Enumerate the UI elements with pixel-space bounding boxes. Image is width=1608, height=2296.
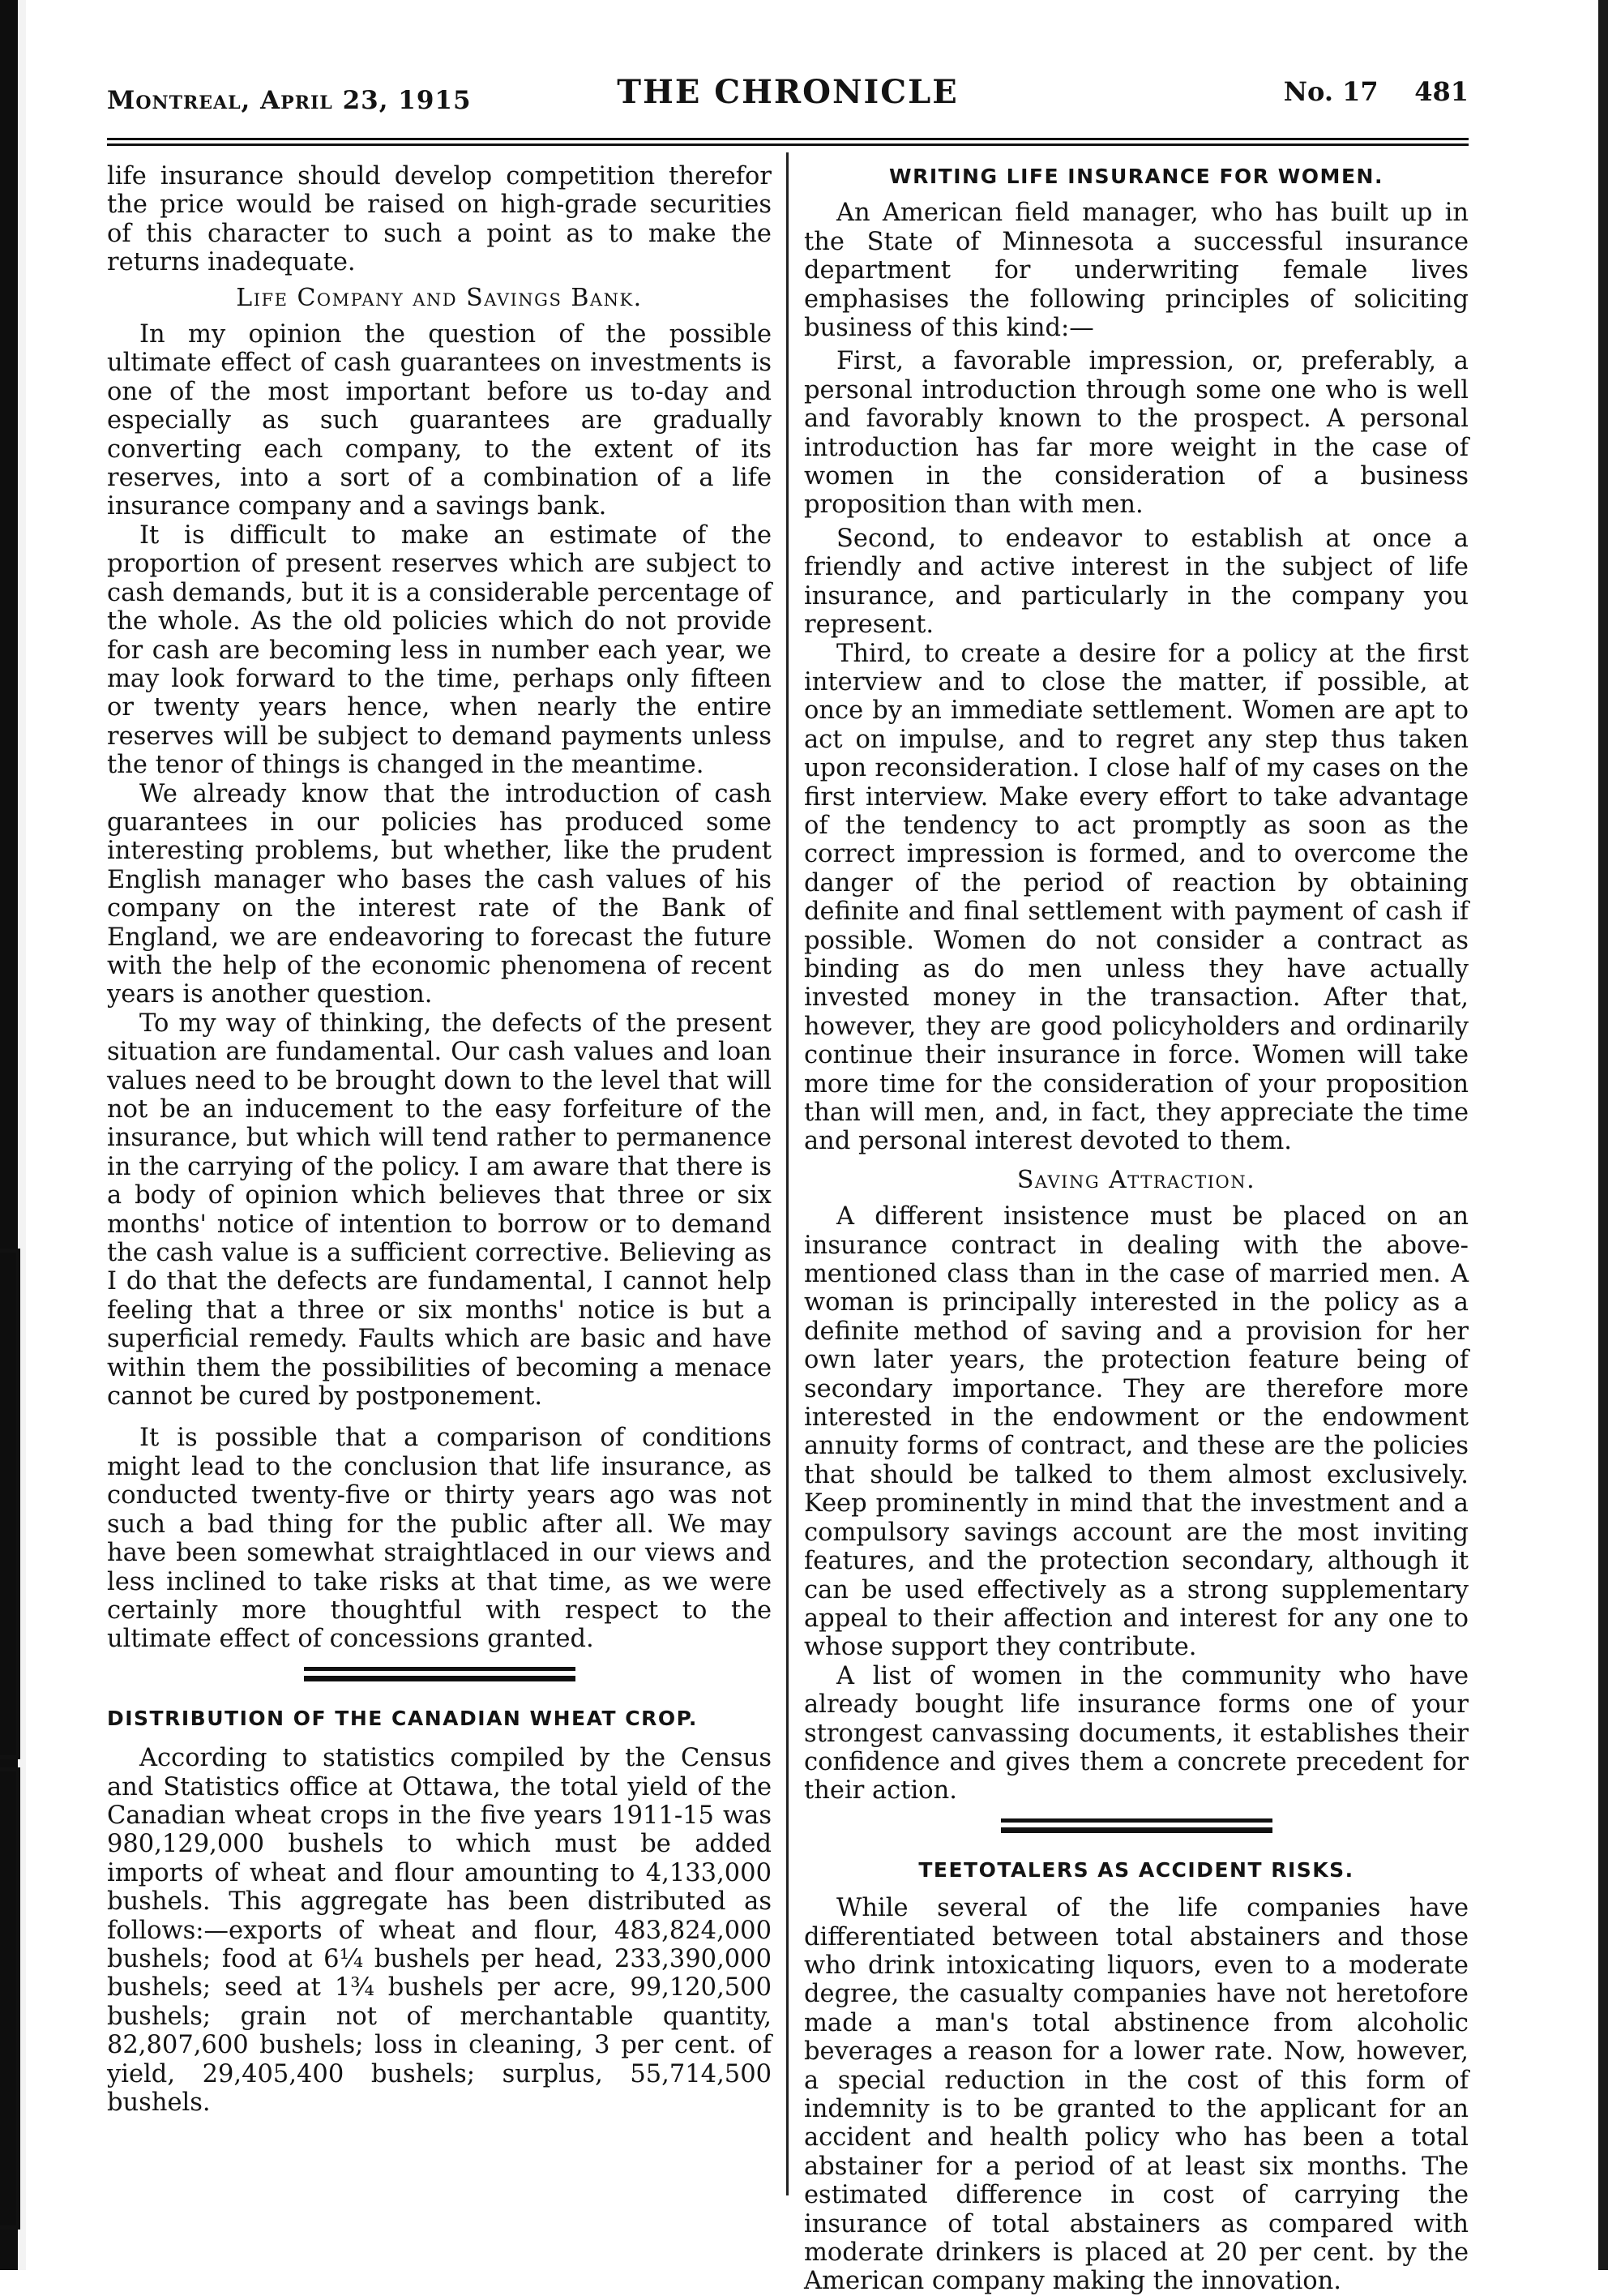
- article-paragraph: First, a favorable impression, or, preferably, a personal introduction through some one who is well and favorably known to the prospect. A personal introduction has far more weight in the case of women in the consideration of a business proposition than with men.: [804, 347, 1469, 520]
- adjacent-page-frame: [0, 1249, 20, 1759]
- header-rule: [107, 138, 1469, 146]
- subhead-saving-attraction: Saving Attraction.: [1016, 1165, 1256, 1194]
- article-paragraph: To my way of thinking, the defects of the present situation are fundamental. Our cash values and loan values need to be brought down to the level that will not be an inducement to the easy forfeiture of the insurance, but which will tend rather to permanence in the carrying of the policy. I am aware that there is a body of opinion which believes that three or six months' notice of intention to borrow or to demand the cash value is a sufficient corrective. Believing as I do that the defects are fundamental, I cannot help feeling that a three or six months' notice is but a superficial remedy. Faults which are basic and have within them the possibilities of becoming a menace cannot be cured by postponement.: [107, 1009, 772, 1411]
- article-paragraph: Second, to endeavor to establish at once a friendly and active interest in the subject of life insurance, and particularly in the company you represent.: [804, 524, 1469, 640]
- wheat-crop-title: DISTRIBUTION OF THE CANADIAN WHEAT CROP.: [107, 1706, 698, 1730]
- subhead-life-company: Life Company and Savings Bank.: [236, 283, 643, 312]
- newspaper-page: [107, 57, 1469, 2296]
- header-page-number: No. 17 481: [1283, 76, 1469, 107]
- page-header: [107, 57, 1469, 115]
- left-intro-paragraph: life insurance should develop competition therefor the price would be raised on high-grade securities of this character to such a point as to make the returns inadequate.: [107, 162, 772, 277]
- article-paragraph: It is difficult to make an estimate of the proportion of present reserves which are subject to cash demands, but it is a considerable percentage of the whole. As the old policies which do not provide for cash are becoming less in number each year, we may look forward to the time, perhaps only fifteen or twenty years hence, when nearly the entire reserves will be subject to demand payments unless the tenor of things is changed in the meantime.: [107, 520, 772, 780]
- teetotalers-paragraph: While several of the life companies have differentiated between total abstainers and those who drink intoxicating liquors, even to a moderate degree, the casualty companies have not heretofore made a man's total abstinence from alcoholic beverages a reason for a lower rate. Now, however, a special reduction in the cost of this form of indemnity is to be granted to the applicant for an accident and health policy who has been a total abstainer for a period of at least six months. The estimated difference in cost of carrying the insurance of total abstainers as compared with moderate drinkers is placed at 20 per cent. by the American company making the innovation.: [804, 1894, 1469, 2296]
- scan-edge-right: [1598, 0, 1608, 2270]
- header-masthead: THE CHRONICLE: [617, 73, 959, 111]
- article-paragraph: It is possible that a comparison of conditions might lead to the conclusion that life insurance, as conducted twenty-five or thirty years ago was not such a bad thing for the public after all. We may have been somewhat straightlaced in our views and less inclined to take risks at that time, as we were certainly more thoughtful with respect to the ultimate effect of concessions granted.: [107, 1424, 772, 1654]
- women-insurance-title: WRITING LIFE INSURANCE FOR WOMEN.: [889, 165, 1383, 188]
- article-paragraph: An American field manager, who has built up in the State of Minnesota a successful insurance department for underwriting female lives emphasises the following principles of soliciting business of this kind:—: [804, 199, 1469, 343]
- right-column: [804, 162, 1469, 2296]
- wheat-crop-paragraph: According to statistics compiled by the Census and Statistics office at Ottawa, the total yield of the Canadian wheat crops in the five years 1911-15 was 980,129,000 bushels to which must be added imports of wheat and flour amounting to 4,133,000 bushels. This aggregate has been distributed as follows:—exports of wheat and flour, 483,824,000 bushels; food at 6¼ bushels per head, 233,390,000 bushels; seed at 1¾ bushels per acre, 99,120,500 bushels; grain not of merchantable quantity, 82,807,600 bushels; loss in cleaning, 3 per cent. of yield, 29,405,400 bushels; surplus, 55,714,500 bushels.: [107, 1744, 772, 2117]
- article-paragraph: A list of women in the community who have already bought life insurance forms one of your strongest canvassing documents, it establishes their confidence and gives them a concrete precedent for their action.: [804, 1661, 1469, 1806]
- teetotalers-title: TEETOTALERS AS ACCIDENT RISKS.: [918, 1857, 1354, 1882]
- section-separator: [304, 1667, 575, 1683]
- article-paragraph: In my opinion the question of the possible ultimate effect of cash guarantees on investments is one of the most important before us to-day and especially as such guarantees are gradually converting each company, to the extent of its reserves, into a sort of a combination of a life insurance company and a savings bank.: [107, 320, 772, 521]
- column-divider: [786, 152, 789, 2195]
- adjacent-page-frame: [0, 1767, 20, 2230]
- header-dateline: Montreal, April 23, 1915: [107, 86, 472, 115]
- article-paragraph: We already know that the introduction of cash guarantees in our policies has produced some interesting problems, but whether, like the prudent English manager who bases the cash values of his company on the interest rate of the Bank of England, we are endeavoring to forecast the future with the help of the economic phenomena of recent years is another question.: [107, 779, 772, 1009]
- article-paragraph: Third, to create a desire for a policy at the first interview and to close the matter, if possible, at once by an immediate settlement. Women are apt to act on impulse, and to regret any step thus taken upon reconsideration. I close half of my cases on the first interview. Make every effort to take advantage of the tendency to act promptly as soon as the correct impression is formed, and to overcome the danger of the period of reaction by obtaining definite and final settlement with payment of cash if possible. Women do not consider a contract as binding as do men unless they have actually invested money in the transaction. After that, however, they are good policyholders and ordinarily continue their insurance in force. Women will take more time for the consideration of your proposition than will men, and, in fact, they appreciate the time and personal interest devoted to them.: [804, 639, 1469, 1156]
- section-separator: [1001, 1818, 1272, 1835]
- article-paragraph: A different insistence must be placed on an insurance contract in dealing with the above-mentioned class than in the case of married men. A woman is principally interested in the policy as a definite method of saving and a provision for her own later years, the protection feature being of secondary importance. They are therefore more interested in the endowment or the endowment annuity forms of contract, and these are the policies that should be talked to them almost exclusively. Keep prominently in mind that the investment and a compulsory savings account are the most inviting features, and the protection secondary, although it can be used effectively as a strong supplementary appeal to their affection and interest for any one to whose support they contribute.: [804, 1202, 1469, 1662]
- left-column: [107, 162, 772, 2117]
